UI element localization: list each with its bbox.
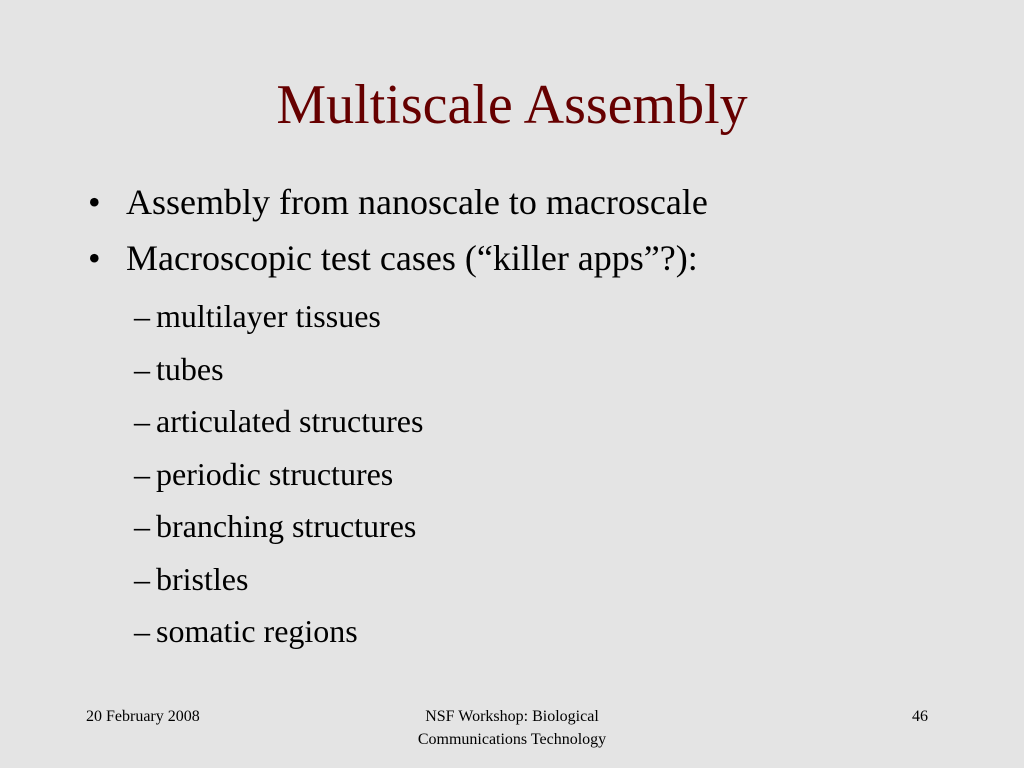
bullet-glyph: • xyxy=(88,182,101,222)
sub-bullet-item xyxy=(134,451,423,504)
footer-title xyxy=(362,705,662,751)
footer-date: 20 February 2008 xyxy=(86,708,200,725)
sub-bullet-text: bristles xyxy=(156,560,249,597)
bullet-item xyxy=(88,232,708,288)
sub-bullet-item xyxy=(134,503,423,556)
dash-glyph: – xyxy=(134,403,150,439)
footer-title-line: NSF Workshop: Biological xyxy=(425,708,599,725)
page-number: 46 xyxy=(912,708,928,725)
dash-glyph: – xyxy=(134,350,150,387)
bullet-item xyxy=(88,176,708,232)
bullet-text: Assembly from nanoscale to macroscale xyxy=(126,182,708,222)
sub-bullet-item xyxy=(134,556,423,609)
dash-glyph: – xyxy=(134,455,150,492)
sub-bullet-text: tubes xyxy=(156,350,224,387)
sub-bullet-text: somatic regions xyxy=(156,613,358,649)
dash-glyph: – xyxy=(134,298,150,334)
bullet-text: Macroscopic test cases (“killer apps”?): xyxy=(126,238,698,278)
footer-title-line: Communications Technology xyxy=(417,731,607,748)
sub-bullet-text: multilayer tissues xyxy=(156,298,381,334)
sub-bullet-item xyxy=(134,293,423,346)
dash-glyph: – xyxy=(134,613,150,649)
dash-glyph: – xyxy=(134,560,150,597)
dash-glyph: – xyxy=(134,508,150,544)
sub-bullet-item xyxy=(134,608,423,661)
slide-title: Multiscale Assembly xyxy=(276,74,748,136)
bullet-list xyxy=(88,176,708,288)
sub-bullet-item xyxy=(134,346,423,399)
bullet-glyph: • xyxy=(88,238,101,278)
sub-bullet-text: articulated structures xyxy=(156,403,424,439)
sub-bullet-text: branching structures xyxy=(156,508,417,544)
sub-bullet-item xyxy=(134,398,423,451)
sub-bullet-list xyxy=(134,293,423,661)
sub-bullet-text: periodic structures xyxy=(156,455,394,492)
